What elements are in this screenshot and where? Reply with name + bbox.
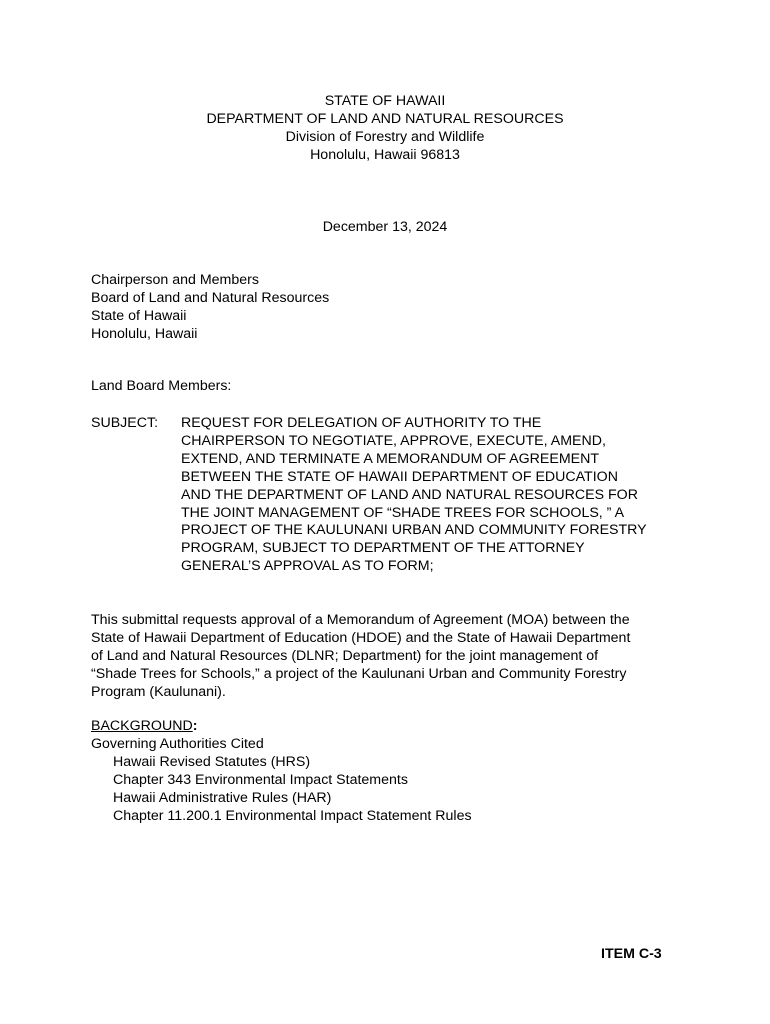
subject-line: THE JOINT MANAGEMENT OF “SHADE TREES FOR SCHOOLS, ” A (181, 504, 625, 521)
authority-item: Chapter 343 Environmental Impact Statements (113, 771, 408, 788)
document-date: December 13, 2024 (322, 219, 448, 235)
subject-line: PROGRAM, SUBJECT TO DEPARTMENT OF THE ATTORNEY (181, 540, 585, 557)
letterhead-division: Division of Forestry and Wildlife (285, 128, 485, 145)
authority-item: Hawaii Administrative Rules (HAR) (113, 789, 332, 806)
body-line: “Shade Trees for Schools,” a project of the Kaulunani Urban and Community Forestry (91, 665, 627, 682)
salutation: Land Board Members: (91, 378, 232, 394)
subject-line: AND THE DEPARTMENT OF LAND AND NATURAL RESOURCES FOR (181, 486, 638, 503)
authority-item: Chapter 11.200.1 Environmental Impact Statement Rules (113, 807, 472, 824)
subject-line: PROJECT OF THE KAULUNANI URBAN AND COMMUNITY FORESTRY (181, 522, 647, 539)
subject-line: REQUEST FOR DELEGATION OF AUTHORITY TO THE (181, 415, 542, 431)
subject-line: BETWEEN THE STATE OF HAWAII DEPARTMENT OF EDUCATION (181, 468, 618, 485)
background-heading (91, 718, 197, 736)
subject-line: EXTEND, AND TERMINATE A MEMORANDUM OF AGREEMENT (181, 450, 600, 467)
subject-text (181, 415, 691, 576)
body-paragraph (91, 612, 691, 702)
subject-line: GENERAL’S APPROVAL AS TO FORM; (181, 558, 434, 575)
addressee-line: Board of Land and Natural Resources (91, 289, 330, 306)
letterhead-department: DEPARTMENT OF LAND AND NATURAL RESOURCES (206, 110, 564, 127)
body-line: of Land and Natural Resources (DLNR; Department) for the joint management of (91, 647, 599, 664)
authorities-title: Governing Authorities Cited (91, 736, 264, 752)
addressee-line: State of Hawaii (91, 307, 187, 324)
addressee-line: Chairperson and Members (91, 272, 259, 288)
background-heading-text: BACKGROUND (91, 718, 193, 734)
authorities-list (91, 736, 472, 826)
subject-line: CHAIRPERSON TO NEGOTIATE, APPROVE, EXECUTE, AMEND, (181, 432, 606, 449)
body-line: Program (Kaulunani). (91, 683, 226, 700)
letterhead (0, 93, 770, 165)
addressee-block (91, 272, 329, 344)
authority-item: Hawaii Revised Statutes (HRS) (113, 753, 311, 770)
subject-label: SUBJECT: (91, 415, 159, 431)
letterhead-city: Honolulu, Hawaii 96813 (310, 146, 460, 163)
addressee-line: Honolulu, Hawaii (91, 325, 198, 342)
body-line: This submittal requests approval of a Memorandum of Agreement (MOA) between the (91, 612, 630, 628)
letterhead-state: STATE OF HAWAII (324, 93, 446, 109)
background-heading-colon: : (192, 718, 198, 734)
item-number-label: ITEM C-3 (601, 946, 662, 962)
body-line: State of Hawaii Department of Education (HDOE) and the State of Hawaii Department (91, 629, 631, 646)
